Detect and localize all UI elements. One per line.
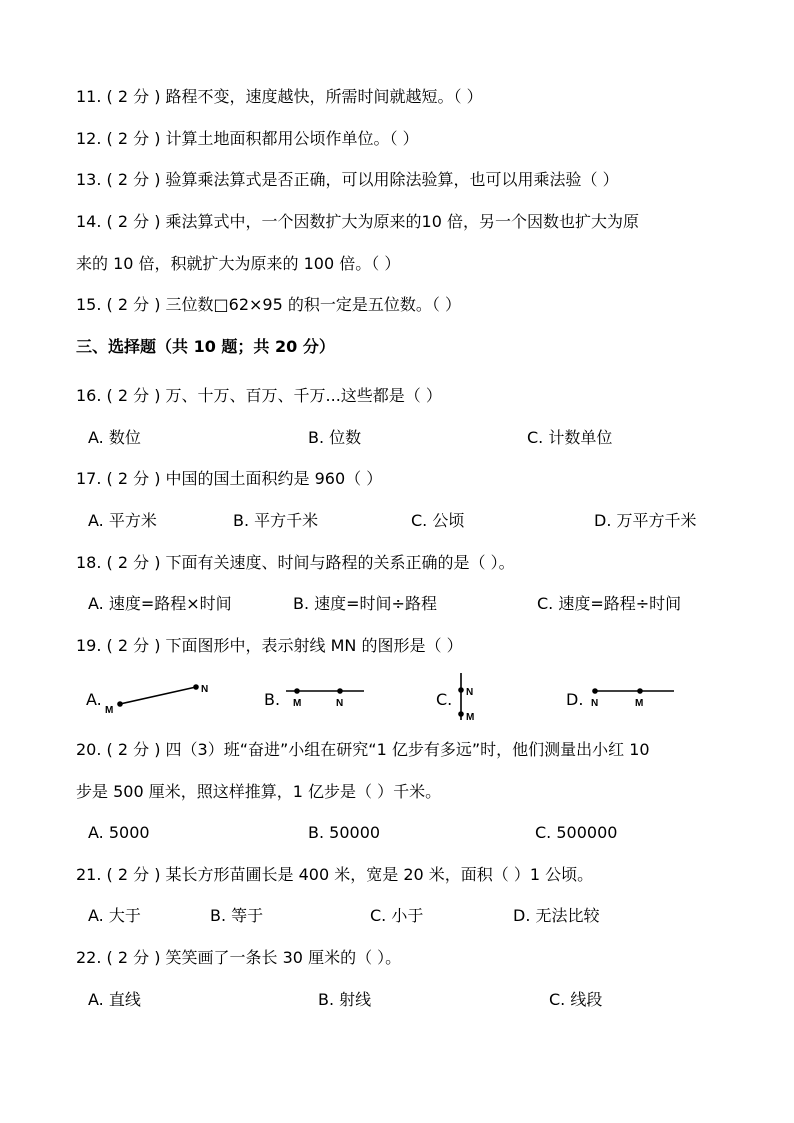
question-13: 13. ( 2 分 ) 验算乘法算式是否正确，可以用除法验算，也可以用乘法验（ ） <box>76 170 619 189</box>
q18-option-a: A. 速度=路程×时间 <box>88 594 232 613</box>
q21-option-c: C. 小于 <box>370 906 424 925</box>
question-20: 20. ( 2 分 ) 四（3）班“奋进”小组在研究“1 亿步有多远”时，他们测量出小红 10 <box>76 740 650 759</box>
q22-option-c: C. 线段 <box>549 990 603 1009</box>
q19-figure-b <box>284 680 368 710</box>
q21-option-d: D. 无法比较 <box>513 906 600 925</box>
question-14-continued: 来的 10 倍，积就扩大为原来的 100 倍。（ ） <box>76 254 401 273</box>
q19b-label-m: M <box>293 698 302 709</box>
q19a-label-m: M <box>105 705 114 716</box>
q17-option-a: A. 平方米 <box>88 511 157 530</box>
q17-option-d: D. 万平方千米 <box>594 511 697 530</box>
q20-option-b: B. 50000 <box>308 823 381 842</box>
q19-figure-c <box>452 670 482 724</box>
q22-option-a: A. 直线 <box>88 990 141 1009</box>
q19a-label-n: N <box>201 684 209 695</box>
q16-option-a: A. 数位 <box>88 428 141 447</box>
question-15: 15. ( 2 分 ) 三位数□62×95 的积一定是五位数。（ ） <box>76 295 461 314</box>
q17-option-b: B. 平方千米 <box>233 511 319 530</box>
q18-option-b: B. 速度=时间÷路程 <box>293 594 437 613</box>
question-22: 22. ( 2 分 ) 笑笑画了一条长 30 厘米的（ ）。 <box>76 948 402 967</box>
question-17: 17. ( 2 分 ) 中国的国土面积约是 960（ ） <box>76 469 383 488</box>
q19d-label-m: M <box>635 698 644 709</box>
q16-option-b: B. 位数 <box>308 428 362 447</box>
section-heading-choice: 三、选择题（共 10 题；共 20 分） <box>76 337 335 356</box>
q18-option-c: C. 速度=路程÷时间 <box>537 594 682 613</box>
q19d-label-n: N <box>591 698 599 709</box>
q19c-label-n: N <box>466 687 474 698</box>
q19-option-b: B. <box>264 690 281 709</box>
q17-option-c: C. 公顷 <box>411 511 465 530</box>
q22-option-b: B. 射线 <box>318 990 372 1009</box>
q21-option-b: B. 等于 <box>210 906 264 925</box>
q21-option-a: A. 大于 <box>88 906 141 925</box>
q19c-label-m: M <box>466 712 475 723</box>
question-18: 18. ( 2 分 ) 下面有关速度、时间与路程的关系正确的是（ ）。 <box>76 553 515 572</box>
question-12: 12. ( 2 分 ) 计算土地面积都用公顷作单位。（ ） <box>76 129 419 148</box>
question-20-continued: 步是 500 厘米，照这样推算，1 亿步是（ ）千米。 <box>76 782 442 801</box>
q19-figure-a <box>100 676 220 718</box>
question-16: 16. ( 2 分 ) 万、十万、百万、千万...这些都是（ ） <box>76 386 442 405</box>
q19-figure-d <box>588 680 678 710</box>
q19b-label-n: N <box>336 698 344 709</box>
question-11: 11. ( 2 分 ) 路程不变，速度越快，所需时间就越短。（ ） <box>76 87 483 106</box>
q19-option-c: C. <box>436 690 453 709</box>
question-21: 21. ( 2 分 ) 某长方形苗圃长是 400 米，宽是 20 米，面积（ ）1 公顷。 <box>76 865 594 884</box>
q19-option-a: A. <box>86 690 102 709</box>
q20-option-a: A. 5000 <box>88 823 150 842</box>
q20-option-c: C. 500000 <box>535 823 618 842</box>
q16-option-c: C. 计数单位 <box>527 428 613 447</box>
question-19: 19. ( 2 分 ) 下面图形中，表示射线 MN 的图形是（ ） <box>76 636 463 655</box>
q19-option-d: D. <box>566 690 584 709</box>
question-14: 14. ( 2 分 ) 乘法算式中，一个因数扩大为原来的10 倍，另一个因数也扩大为原 <box>76 212 639 231</box>
